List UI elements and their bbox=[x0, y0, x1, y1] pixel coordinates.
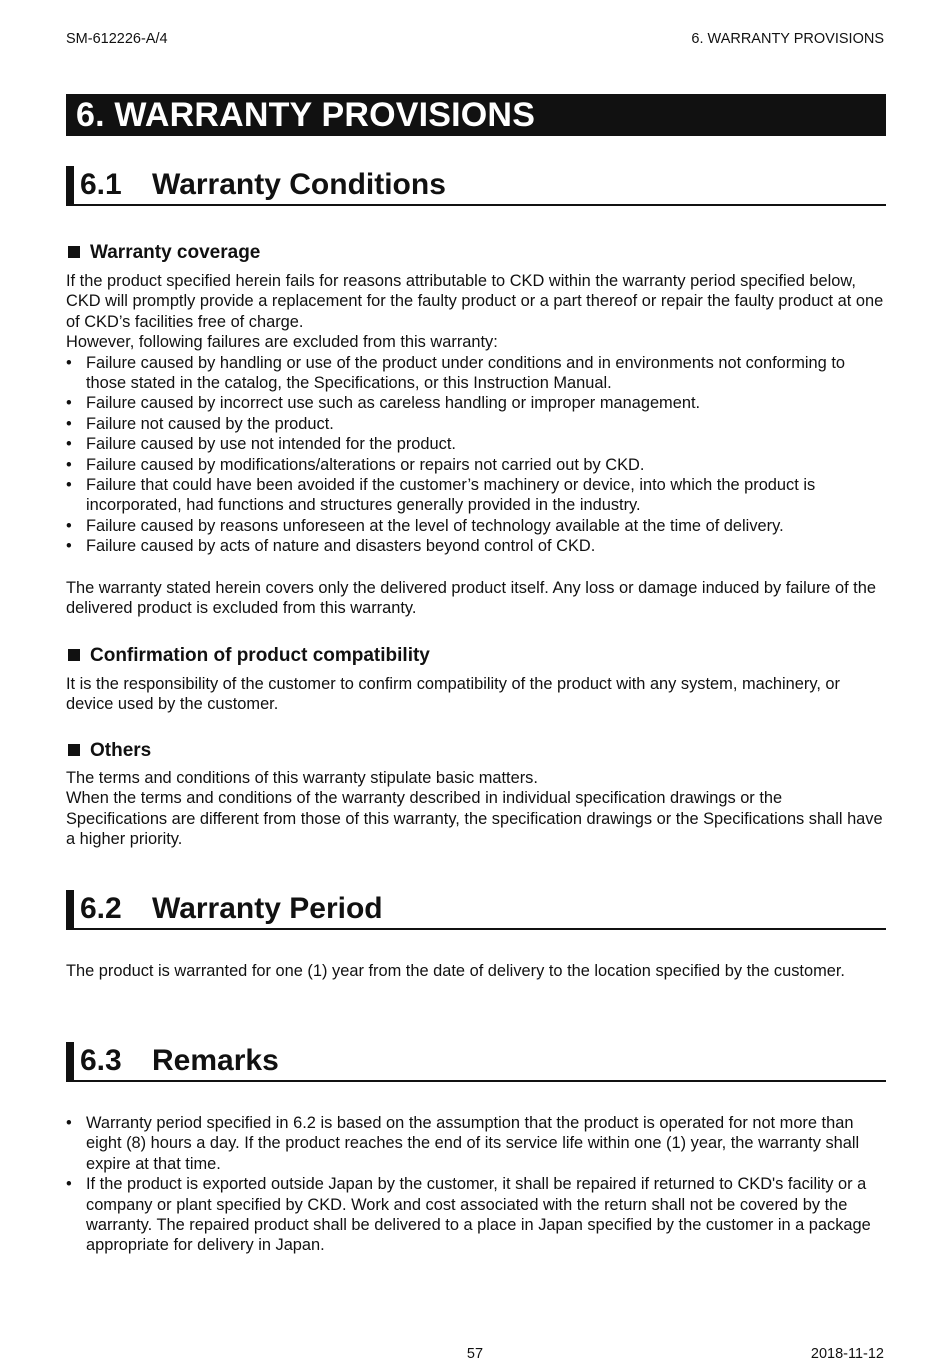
square-bullet-icon bbox=[68, 744, 80, 756]
section-heading-6-2 bbox=[66, 890, 886, 930]
warranty-period-text: The product is warranted for one (1) year from the date of delivery to the location specified by the customer. bbox=[66, 962, 845, 980]
square-bullet-icon bbox=[68, 246, 80, 258]
list-item: • Failure caused by incorrect use such as careless handling or improper management. bbox=[66, 394, 701, 413]
section-title: Warranty Period bbox=[152, 892, 383, 925]
exclusion-list bbox=[66, 353, 886, 557]
remarks-list bbox=[66, 1113, 886, 1256]
section-title: Remarks bbox=[152, 1044, 279, 1077]
page-number: 57 bbox=[466, 1346, 484, 1362]
section-heading-6-3 bbox=[66, 1042, 886, 1082]
list-item: • Failure not caused by the product. bbox=[66, 414, 334, 433]
chapter-title: 6. WARRANTY PROVISIONS bbox=[66, 94, 886, 136]
section-number: 6.1 bbox=[80, 168, 122, 201]
footer-date: 2018-11-12 bbox=[810, 1346, 884, 1362]
document-id: SM-612226-A/4 bbox=[66, 31, 168, 47]
warranty-coverage-body bbox=[66, 271, 886, 557]
running-header bbox=[66, 31, 884, 47]
subheading-warranty-coverage: Warranty coverage bbox=[66, 242, 260, 264]
list-item: • Failure caused by handling or use of the product under conditions and in environments not conforming to those stated in the catalog, the Specifications, or this Instruction Manual. bbox=[66, 353, 845, 393]
list-item: • Failure caused by modifications/alterations or repairs not carried out by CKD. bbox=[66, 455, 645, 474]
remarks-body bbox=[66, 1113, 886, 1256]
list-item: • Warranty period specified in 6.2 is based on the assumption that the product is operated for not more than eight (8) hours a day. If the product reaches the end of its service life within one (1) year, the warranty shall expire at that time. bbox=[66, 1114, 860, 1173]
list-item: • Failure caused by use not intended for the product. bbox=[66, 435, 456, 454]
square-bullet-icon bbox=[68, 649, 80, 661]
coverage-closing: The warranty stated herein covers only the delivered product itself. Any loss or damage induced by failure of the delivered product is excluded from this warranty. bbox=[66, 579, 876, 618]
list-item: • Failure caused by reasons unforeseen at the level of technology available at the time of delivery. bbox=[66, 516, 784, 535]
section-number: 6.3 bbox=[80, 1044, 122, 1077]
subheading-compatibility: Confirmation of product compatibility bbox=[66, 645, 430, 667]
section-heading-6-1 bbox=[66, 166, 886, 206]
list-item: • Failure that could have been avoided if the customer’s machinery or device, into which the product is incorporated, had functions and structures generally provided in the industry. bbox=[66, 476, 816, 515]
section-number: 6.2 bbox=[80, 892, 122, 925]
compatibility-text: It is the responsibility of the customer to confirm compatibility of the product with any system, machinery, or device used by the customer. bbox=[66, 675, 841, 714]
exclusion-intro: However, following failures are excluded from this warranty: bbox=[66, 333, 498, 352]
chapter-reference: 6. WARRANTY PROVISIONS bbox=[691, 31, 884, 47]
list-item: • Failure caused by acts of nature and disasters beyond control of CKD. bbox=[66, 537, 596, 556]
coverage-intro: If the product specified herein fails for reasons attributable to CKD within the warranty period specified below, CKD will promptly provide a replacement for the faulty product or a part thereof or repair the faulty product at one of CKD’s facilities free of charge. bbox=[66, 272, 884, 331]
others-line-1: The terms and conditions of this warranty stipulate basic matters. bbox=[66, 769, 538, 787]
list-item: • If the product is exported outside Japan by the customer, it shall be repaired if returned to CKD's facility or a company or plant specified by CKD. Work and cost associated with the return shall not be covered by the warranty. The repaired product shall be delivered to a place in Japan specified by the customer in a package appropriate for delivery in Japan. bbox=[66, 1175, 871, 1255]
others-line-2: When the terms and conditions of the warranty described in individual specification drawings or the Specifications are different from those of this warranty, the specification drawings or the Specifications shall have a higher priority. bbox=[66, 789, 883, 849]
others-body bbox=[66, 768, 886, 850]
subheading-others: Others bbox=[66, 740, 151, 762]
section-title: Warranty Conditions bbox=[152, 168, 446, 201]
